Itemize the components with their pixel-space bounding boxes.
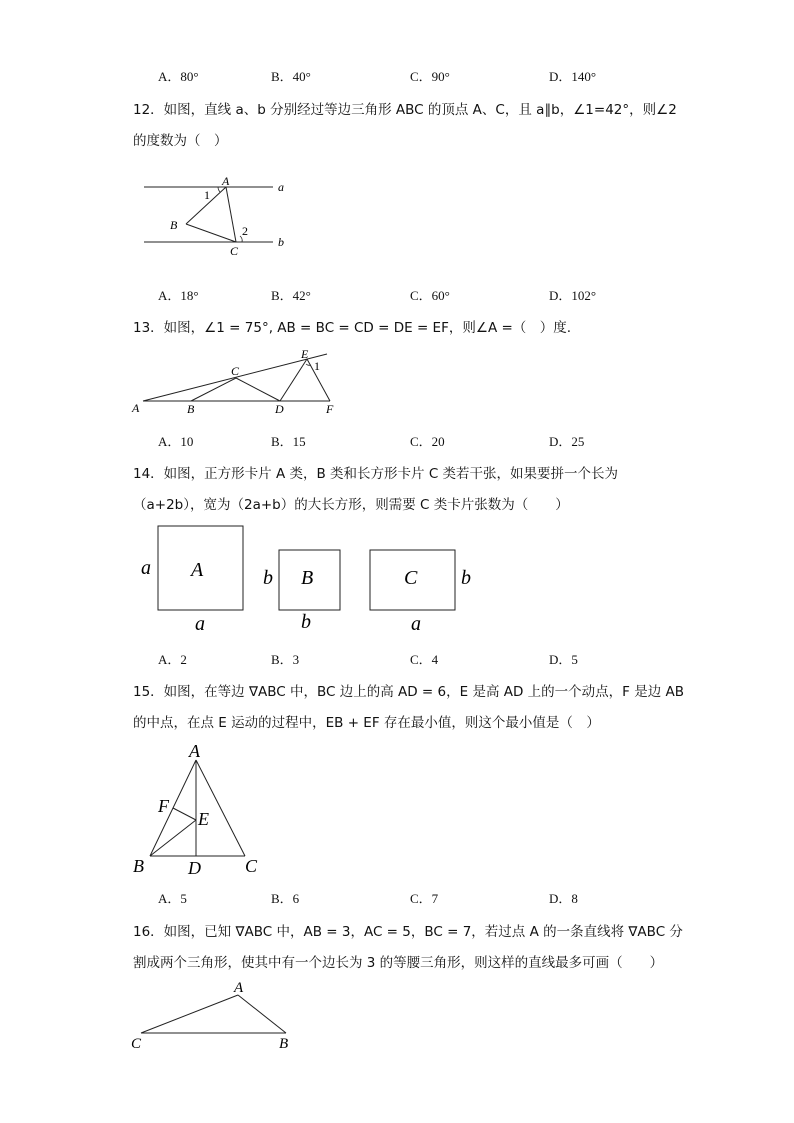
q14-figure — [135, 518, 480, 638]
q14-label-card-a: A — [191, 559, 204, 581]
q13-option-b[interactable]: B．15 — [271, 434, 306, 449]
q15-label-c: C — [245, 856, 258, 876]
q12-label-c-vertex: C — [230, 244, 239, 258]
q12-label-angle2: 2 — [242, 224, 248, 238]
q14-label-card-c: C — [404, 567, 418, 589]
q13-label-c: C — [231, 364, 240, 378]
q13-label-b: B — [187, 402, 195, 416]
q14-option-a[interactable]: A．2 — [158, 652, 187, 667]
q12-figure — [130, 170, 300, 262]
q12-option-c[interactable]: C．60° — [410, 288, 450, 303]
q15-stem-line2: 的中点，在点 E 运动的过程中，EB + EF 存在最小值，则这个最小值是（ ） — [133, 715, 600, 731]
q14-label-b-side: b — [263, 567, 273, 589]
q13-label-angle1: 1 — [314, 359, 320, 373]
q14-label-b-bottom: b — [301, 611, 311, 633]
q12-side-ac — [226, 187, 236, 242]
q14-option-d[interactable]: D．5 — [549, 652, 578, 667]
q15-stem-line1: 15．如图，在等边 ∇ABC 中，BC 边上的高 AD = 6，E 是高 AD 上的一个动点，F 是边 AB — [133, 684, 685, 700]
q14-stem-line2: （a+2b），宽为（2a+b）的大长方形，则需要 C 类卡片张数为（ ） — [133, 497, 569, 513]
q15-label-e: E — [198, 809, 209, 829]
q13-label-f: F — [326, 402, 334, 416]
q12-option-b[interactable]: B．42° — [271, 288, 311, 303]
q16-figure — [128, 978, 298, 1054]
q13-label-a: A — [132, 401, 140, 415]
q13-figure — [130, 342, 345, 418]
q14-option-c[interactable]: C．4 — [410, 652, 439, 667]
q15-option-b[interactable]: B．6 — [271, 891, 300, 906]
q13-option-d[interactable]: D．25 — [549, 434, 585, 449]
q12-label-line-a: a — [278, 180, 284, 194]
q15-label-f: F — [158, 796, 169, 816]
q13-label-d: D — [275, 402, 284, 416]
q15-segment-be — [150, 820, 196, 856]
q15-label-b: B — [133, 856, 144, 876]
q14-label-c-side: b — [461, 567, 471, 589]
q13-stem: 13．如图，∠1 = 75°, AB = BC = CD = DE = EF，则∠A =（ ）度. — [133, 320, 572, 336]
q16-stem-line2: 割成两个三角形，使其中有一个边长为 3 的等腰三角形，则这样的直线最多可画（ ） — [133, 955, 664, 971]
q14-label-card-b: B — [301, 567, 314, 589]
q16-side-ab — [238, 995, 286, 1033]
q15-option-c[interactable]: C．7 — [410, 891, 439, 906]
q12-side-bc — [186, 224, 236, 242]
q14-label-c-bottom: a — [411, 613, 421, 635]
q16-label-c: C — [131, 1036, 142, 1052]
q14-option-b[interactable]: B．3 — [271, 652, 300, 667]
q11-option-b[interactable]: B．40° — [271, 69, 311, 84]
q13-option-c[interactable]: C．20 — [410, 434, 445, 449]
q15-label-d: D — [188, 858, 201, 878]
q16-label-b: B — [279, 1036, 289, 1052]
q12-label-angle1: 1 — [204, 188, 210, 202]
q16-side-ca — [141, 995, 238, 1033]
q12-angle-1-arc — [218, 187, 220, 192]
q11-option-d[interactable]: D．140° — [549, 69, 597, 84]
q12-option-a[interactable]: A．18° — [158, 288, 199, 303]
q12-option-d[interactable]: D．102° — [549, 288, 597, 303]
q13-label-e: E — [301, 347, 309, 361]
q15-option-d[interactable]: D．8 — [549, 891, 578, 906]
q14-stem-line1: 14．如图，正方形卡片 A 类，B 类和长方形卡片 C 类若干张，如果要拼一个长为 — [133, 466, 619, 482]
q16-stem-line1: 16．如图，已知 ∇ABC 中，AB = 3，AC = 5，BC = 7，若过点 A 的一条直线将 ∇ABC 分 — [133, 924, 683, 940]
q12-label-line-b: b — [278, 235, 284, 249]
q15-segment-fe — [173, 808, 196, 820]
q13-option-a[interactable]: A．10 — [158, 434, 194, 449]
q12-label-b-vertex: B — [170, 218, 178, 232]
q14-label-a-side: a — [141, 557, 151, 579]
q12-label-a-vertex: A — [222, 174, 230, 188]
q15-label-a: A — [189, 741, 200, 761]
q12-stem-line1: 12．如图，直线 a、b 分别经过等边三角形 ABC 的顶点 A、C，且 a∥b，∠1=42°，则∠2 — [133, 102, 677, 118]
q13-segment-bc — [191, 378, 236, 401]
q11-option-a[interactable]: A．80° — [158, 69, 199, 84]
q15-option-a[interactable]: A．5 — [158, 891, 187, 906]
q11-option-c[interactable]: C．90° — [410, 69, 450, 84]
q14-label-a-bottom: a — [195, 613, 205, 635]
q15-side-ac — [196, 760, 245, 856]
q12-stem-line2: 的度数为（ ） — [133, 133, 228, 149]
q16-label-a: A — [234, 980, 244, 996]
q13-segment-cd — [236, 378, 280, 401]
q15-figure — [130, 738, 270, 880]
